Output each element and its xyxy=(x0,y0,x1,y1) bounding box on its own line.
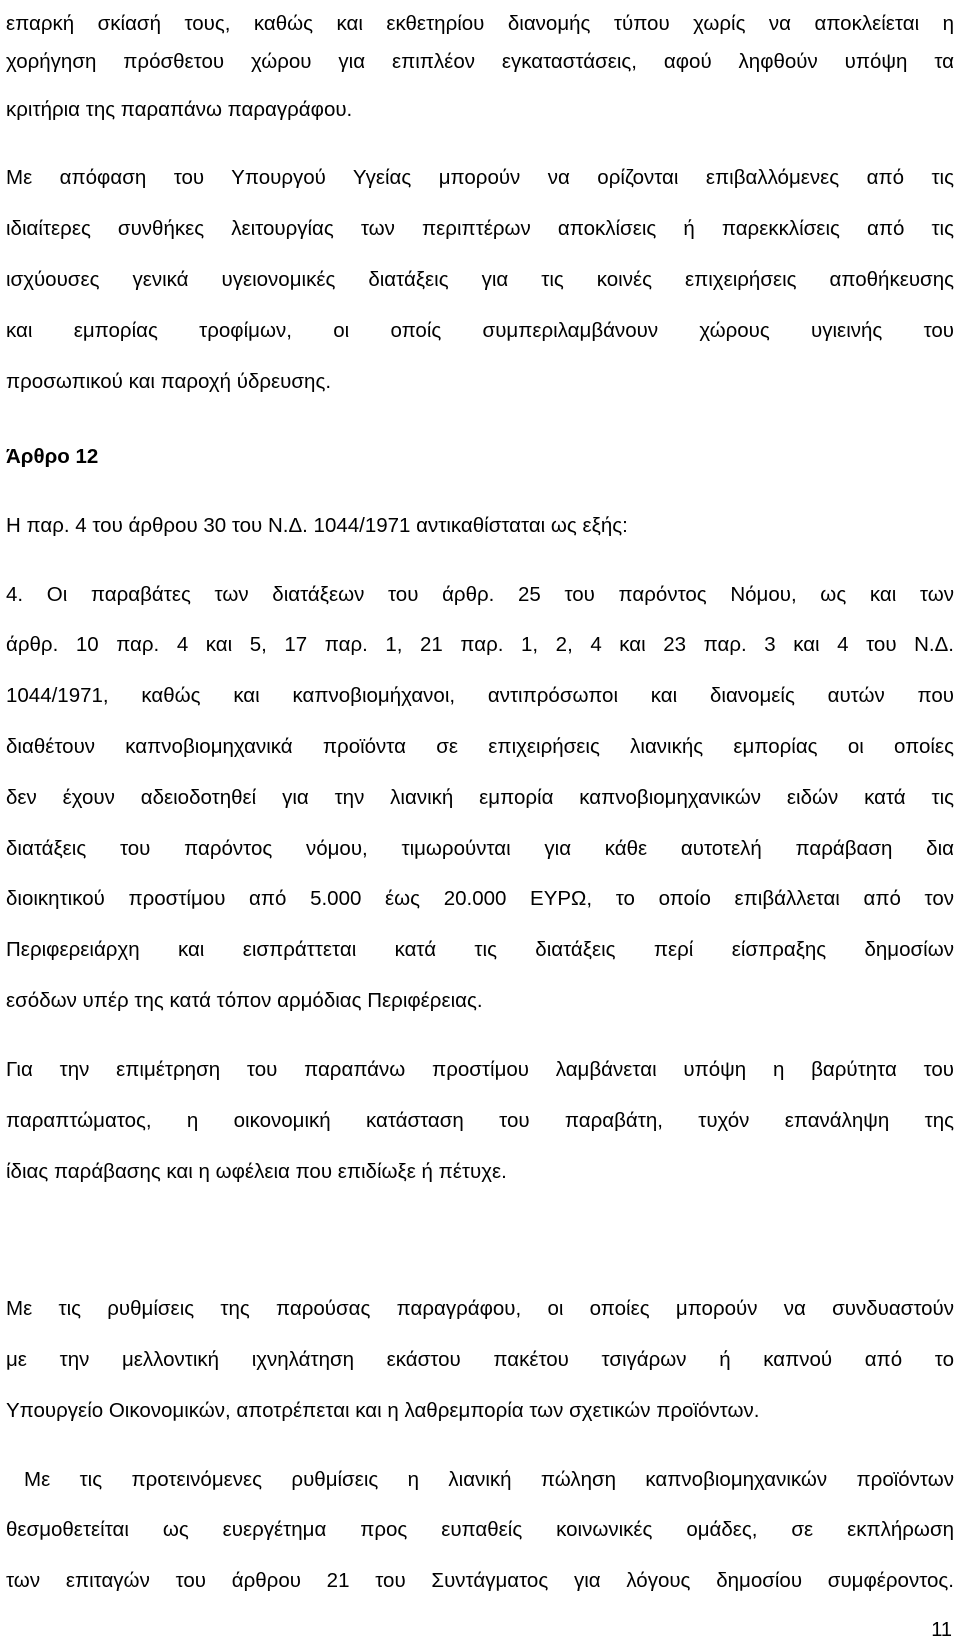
text-line: διοικητικού προστίμου από 5.000 έως 20.000 ΕΥΡΩ, το οποίο επιβάλλεται από τον xyxy=(6,887,954,910)
text-line: Υπουργείο Οικονομικών, αποτρέπεται και η λαθρεμπορία των σχετικών προϊόντων. xyxy=(6,1399,760,1422)
text-line: θεσμοθετείται ως ευεργέτημα προς ευπαθείς κοινωνικές ομάδες, σε εκπλήρωση xyxy=(6,1518,954,1541)
text-line: με την μελλοντική ιχνηλάτηση εκάστου πακέτου τσιγάρων ή καπνού από το xyxy=(6,1348,954,1371)
text-line: Περιφερειάρχη και εισπράττεται κατά τις διατάξεις περί είσπραξης δημοσίων xyxy=(6,938,954,961)
text-line: δεν έχουν αδειοδοτηθεί για την λιανική εμπορία καπνοβιομηχανικών ειδών κατά τις xyxy=(6,786,954,809)
text-line: ισχύουσες γενικά υγειονομικές διατάξεις για τις κοινές επιχειρήσεις αποθήκευσης xyxy=(6,268,954,291)
text-line: Με τις προτεινόμενες ρυθμίσεις η λιανική πώληση καπνοβιομηχανικών προϊόντων xyxy=(24,1468,954,1491)
text-line: 1044/1971, καθώς και καπνοβιομήχανοι, αντιπρόσωποι και διανομείς αυτών που xyxy=(6,684,954,707)
text-line: Με τις ρυθμίσεις της παρούσας παραγράφου, οι οποίες μπορούν να συνδυαστούν xyxy=(6,1297,954,1320)
text-line: επαρκή σκίασή τους, καθώς και εκθετηρίου διανομής τύπου χωρίς να αποκλείεται η xyxy=(6,12,954,35)
text-line: διαθέτουν καπνοβιομηχανικά προϊόντα σε επιχειρήσεις λιανικής εμπορίας οι οποίες xyxy=(6,735,954,758)
text-line: ιδιαίτερες συνθήκες λειτουργίας των περιπτέρων αποκλίσεις ή παρεκκλίσεις από τις xyxy=(6,217,954,240)
text-line: 4. Οι παραβάτες των διατάξεων του άρθρ. 25 του παρόντος Νόμου, ως και των xyxy=(6,583,954,606)
article-heading: Άρθρο 12 xyxy=(6,445,99,468)
text-line: Για την επιμέτρηση του παραπάνω προστίμου λαμβάνεται υπόψη η βαρύτητα του xyxy=(6,1058,954,1081)
text-line: Με απόφαση του Υπουργού Υγείας μπορούν να ορίζονται επιβαλλόμενες από τις xyxy=(6,166,954,189)
text-line: και εμπορίας τροφίμων, οι οποίς συμπεριλαμβάνουν χώρους υγιεινής του xyxy=(6,319,954,342)
text-line: διατάξεις του παρόντος νόμου, τιμωρούνται για κάθε αυτοτελή παράβαση δια xyxy=(6,837,954,860)
text-line: άρθρ. 10 παρ. 4 και 5, 17 παρ. 1, 21 παρ. 1, 2, 4 και 23 παρ. 3 και 4 του Ν.Δ. xyxy=(6,633,954,656)
text-line: κριτήρια της παραπάνω παραγράφου. xyxy=(6,98,353,121)
text-line: προσωπικού και παροχή ύδρευσης. xyxy=(6,370,332,393)
text-line: εσόδων υπέρ της κατά τόπον αρμόδιας Περιφέρειας. xyxy=(6,989,483,1012)
page-number: 11 xyxy=(931,1619,952,1641)
text-line: χορήγηση πρόσθετου χώρου για επιπλέον εγκαταστάσεις, αφού ληφθούν υπόψη τα xyxy=(6,50,954,73)
text-line: ίδιας παράβασης και η ωφέλεια που επιδίωξε ή πέτυχε. xyxy=(6,1160,507,1183)
text-line: Η παρ. 4 του άρθρου 30 του Ν.Δ. 1044/1971 αντικαθίσταται ως εξής: xyxy=(6,514,628,537)
text-line: των επιταγών του άρθρου 21 του Συντάγματος για λόγους δημοσίου συμφέροντος. xyxy=(6,1569,954,1592)
text-line: παραπτώματος, η οικονομική κατάσταση του παραβάτη, τυχόν επανάληψη της xyxy=(6,1109,954,1132)
